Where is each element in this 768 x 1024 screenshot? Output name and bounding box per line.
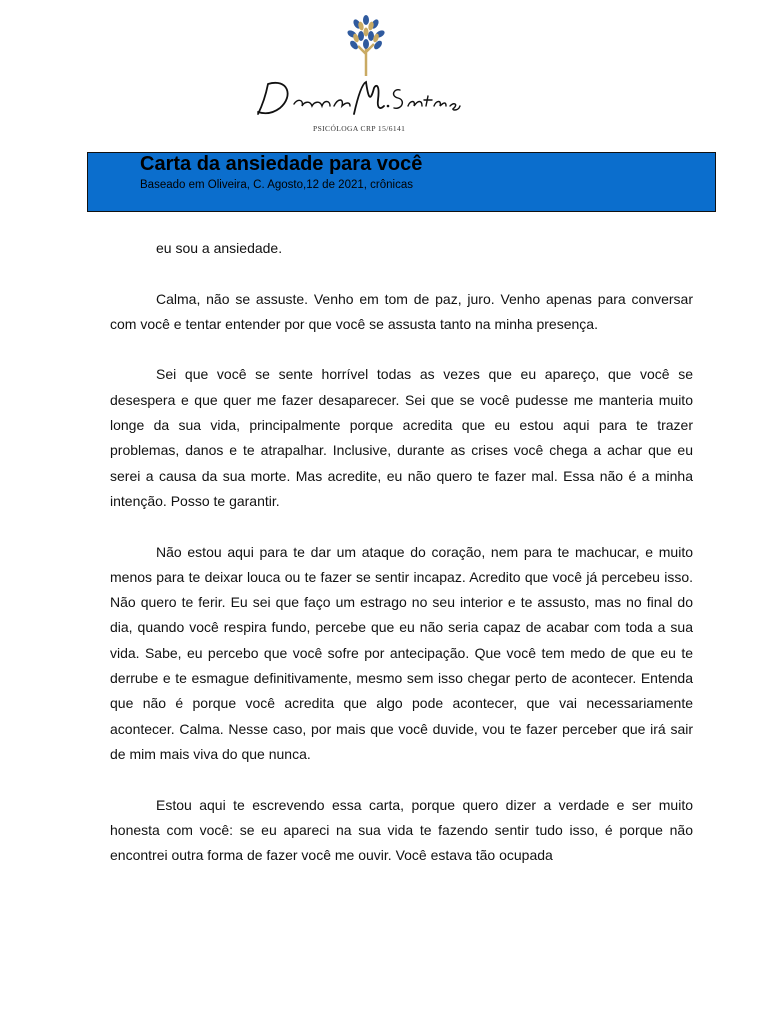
logo [250,10,470,133]
logo-subtitle: PSICÓLOGA CRP 15/6141 [313,124,406,133]
paragraph: Estou aqui te escrevendo essa carta, porque quero dizer a verdade e ser muito honesta com você: se eu apareci na sua vida te fazendo sentir tudo isso, é porque não encontrei outra forma de fazer você me ouvir. Você estava tão ocupada [110,796,693,864]
paragraph: eu sou a ansiedade. [156,240,283,256]
document-subtitle: Baseado em Oliveira, C. Agosto,12 de 2021, crônicas [140,179,413,191]
paragraph: Não estou aqui para te dar um ataque do coração, nem para te machucar, e muito menos para te deixar louca ou te fazer se sentir incapaz. Acredito que você já percebeu isso. Não quero te ferir. Eu sei que faço um estrago no seu interior e te assusto, mas no final do dia, quando você respira fundo, percebe que eu não seria capaz de acabar com toda a sua vida. Sabe, eu percebo que você sofre por antecipação. Que você tem medo de que eu te derrube e te esmague definitivamente, mesmo sem isso chegar perto de acontecer. Entenda que não é porque você acredita que algo pode acontecer, que vai necessariamente acontecer. Calma. Nesse caso, por mais que você duvide, vou te fazer perceber que irá sair de mim mais viva do que nunca. [110,543,693,762]
signature-logo [250,76,465,120]
letter-body [110,236,693,868]
title-banner [87,152,716,212]
paragraph: Calma, não se assuste. Venho em tom de paz, juro. Venho apenas para conversar com você e tentar entender por que você se assusta tanto na minha presença. [110,290,693,332]
paragraph: Sei que você se sente horrível todas as vezes que eu apareço, que você se desespera e que quer me fazer desaparecer. Sei que se você pudesse me manteria muito longe da sua vida, principalmente porque acredita que eu estou aqui para te trazer problemas, danos e te atrapalhar. Inclusive, durante as crises você chega a achar que eu serei a causa da sua morte. Mas acredite, eu não quero te fazer mal. Essa não é a minha intenção. Posso te garantir. [110,366,693,509]
document-title: Carta da ansiedade para você [140,153,423,175]
tree-icon [344,14,388,76]
